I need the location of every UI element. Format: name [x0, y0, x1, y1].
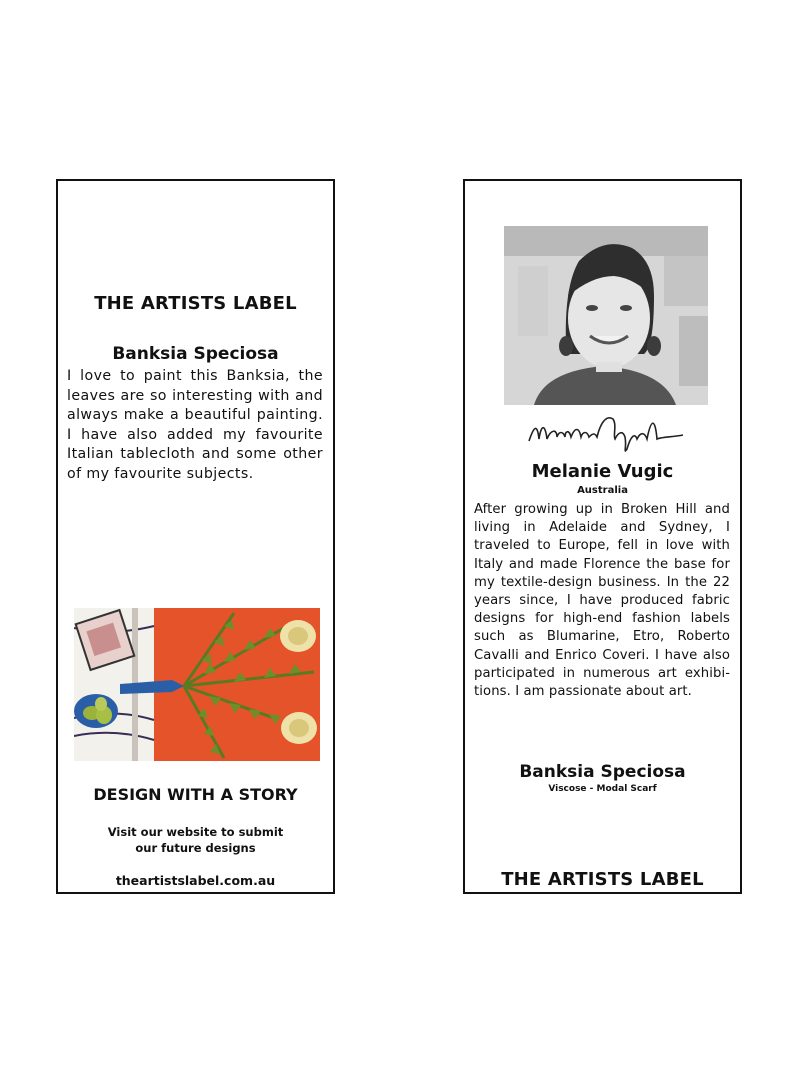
visit-line: Visit our website to submit	[107, 825, 284, 839]
story-title: Banksia Speciosa	[112, 344, 279, 364]
website-link[interactable]: theartistslabel.com.au	[115, 873, 276, 888]
tagline: DESIGN WITH A STORY	[93, 785, 298, 804]
product-name: Banksia Speciosa	[519, 762, 686, 782]
artist-country: Australia	[577, 485, 628, 496]
artist-signature	[523, 411, 688, 459]
visit-text	[58, 825, 333, 856]
artist-name: Melanie Vugic	[531, 461, 674, 482]
visit-line: our future designs	[135, 840, 256, 855]
product-material: Viscose - Modal Scarf	[548, 784, 657, 794]
artist-card	[463, 179, 742, 894]
artist-portrait	[504, 226, 708, 405]
artist-bio: After growing up in Broken Hill and living in Adelaide and Sydney, I traveled to Europe, fell in love with Italy and made Florence the base for my textile-design business. In the 22 years since, I have produced fabric designs for high-end fashion labels such as Blumarine, Etro, Roberto Cavalli and Enrico Coveri. I have also participated in numerous art exhibitions. I am passionate about art.	[474, 502, 730, 700]
brand-footer: THE ARTISTS LABEL	[501, 869, 704, 890]
brand-heading: THE ARTISTS LABEL	[94, 293, 297, 314]
story-text: I love to paint this Banksia, the leaves are so interesting with and always make a beautiful painting. I have also added my favourite Italian tablecloth and some other of my favourite subjects.	[67, 368, 323, 482]
story-card	[56, 179, 335, 894]
painting-image	[74, 608, 320, 761]
